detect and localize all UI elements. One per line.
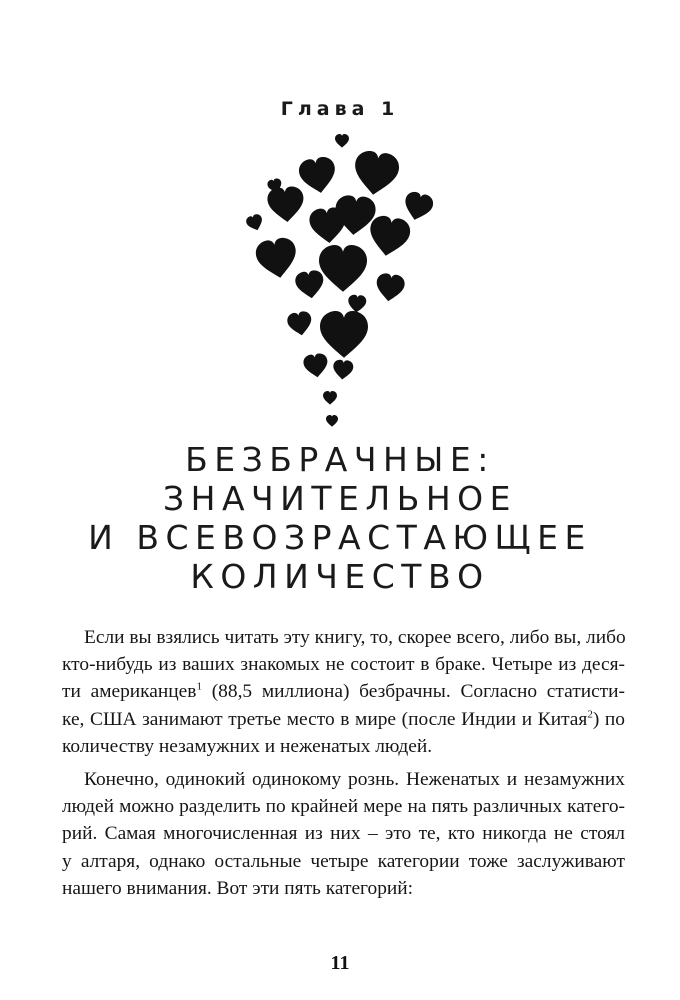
paragraph-1-line-4a: ке, США занимают третье место в мире (после Индии и Китая [62,708,588,730]
heart-icon [335,134,349,148]
footnote-marker-2[interactable]: 2 [587,708,593,721]
paragraph-1-line-4 [62,706,625,733]
paragraph-1-line-5: количеству незамужних и неженатых людей. [62,735,433,757]
body-text [62,624,625,908]
heart-icon [294,269,326,300]
paragraph-1-line-3b: (88,5 миллиона) безбрачны. Согласно статисти- [201,681,625,703]
page-number: 11 [330,952,350,974]
heart-icon [266,185,305,223]
paragraph-1-line-4b: ) по [592,708,625,730]
title-line-1: БЕЗБРАЧНЫЕ: [185,440,495,479]
footnote-marker-1[interactable]: 1 [196,680,202,693]
chapter-label: Глава 1 [280,98,400,120]
heart-icon [374,272,406,303]
paragraph-2-line-5: нашего внимания. Вот эти пять категорий: [62,877,414,899]
paragraph-1 [62,624,625,760]
paragraph-1-line-1: Если вы взялись читать эту книгу, то, скорее всего, либо вы, либо [84,627,626,648]
heart-icon [326,415,338,427]
heart-icon [323,391,337,405]
title-line-4: КОЛИЧЕСТВО [190,557,490,596]
heart-icon [320,311,368,358]
heart-icon [366,214,412,259]
heart-icon [297,155,339,196]
heart-icon [319,245,367,292]
paragraph-2-line-3: рий. Самая многочисленная из них – это те, кто никогда не стоял [62,823,625,845]
heart-icon [254,236,300,281]
heart-icon [401,190,435,224]
heart-icon [332,359,354,380]
hearts-cluster-icon [0,0,680,440]
title-line-2: ЗНАЧИТЕЛЬНОЕ [163,479,517,518]
heart-icon [351,149,401,198]
paragraph-2 [62,766,625,902]
paragraph-1-line-2: кто-нибудь из ваших знакомых не состоит в браке. Четыре из деся- [62,654,625,676]
paragraph-2-line-2: людей можно разделить по крайней мере на пять различных катего- [62,796,625,818]
paragraph-1-line-3 [62,678,625,705]
paragraph-1-line-3a: ти американцев [62,681,197,703]
title-line-3: И ВСЕВОЗРАСТАЮЩЕЕ [88,518,592,557]
heart-icon [302,352,329,379]
paragraph-2-line-1: Конечно, одинокий одинокому рознь. Неженатых и незамужних [84,769,625,791]
paragraph-2-line-4: у алтаря, однако остальные четыре категории тоже заслуживают [62,850,625,872]
heart-icon [286,310,314,337]
chapter-title [0,440,680,596]
heart-icon [245,213,265,233]
heart-icon [347,294,366,313]
